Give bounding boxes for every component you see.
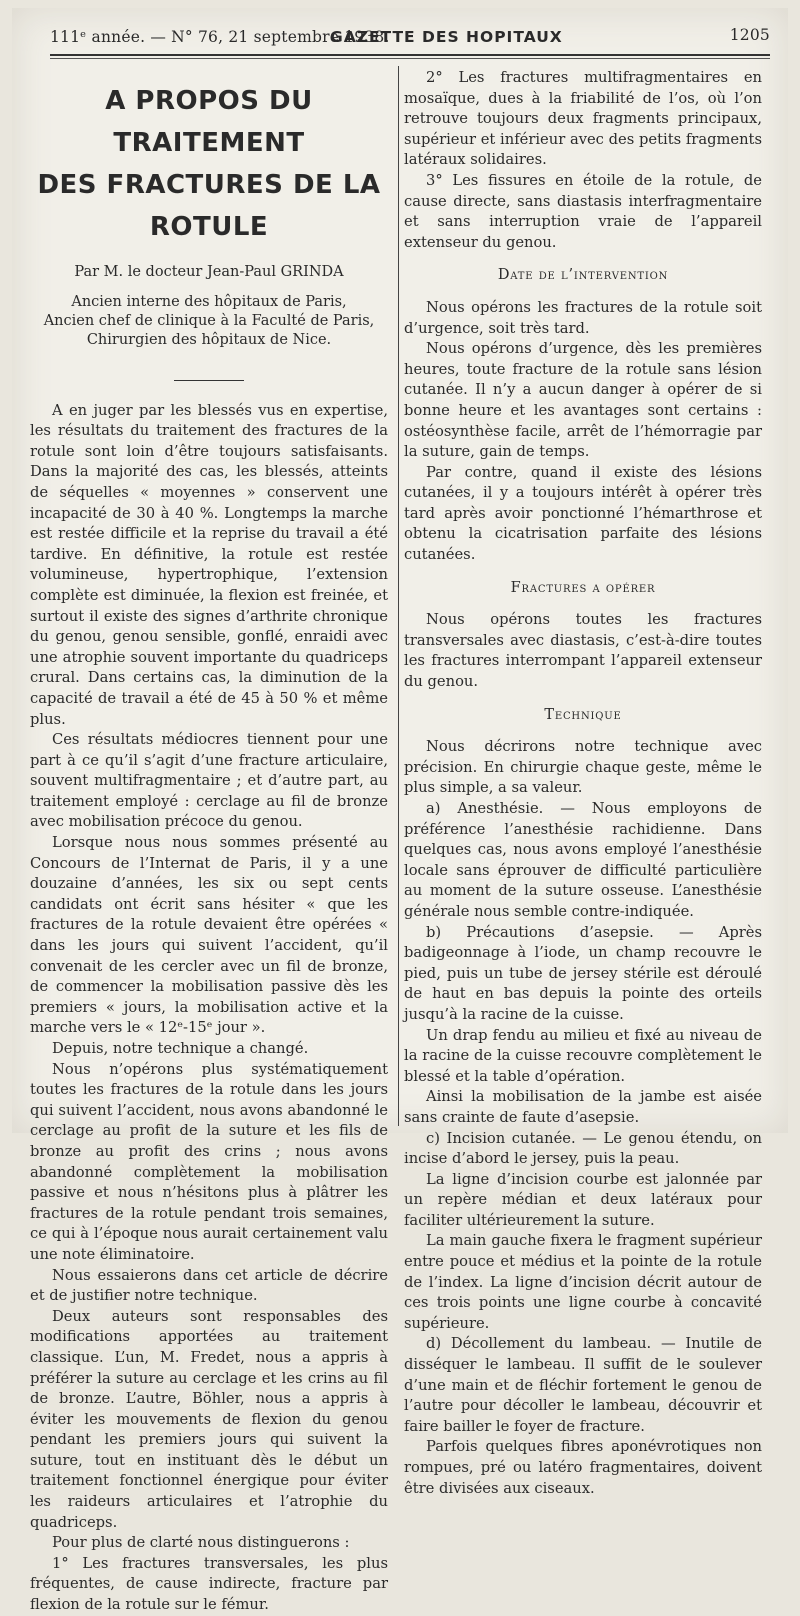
header-rule — [50, 54, 770, 56]
affiliation-line: Ancien interne des hôpitaux de Paris, — [71, 293, 347, 310]
paragraph: a) Anesthésie. — Nous employons de préférence l’anesthésie rachidienne. Dans quelques cas, nous avons employé l’anesthésie locale sans éprouver de difficulté particulière au moment de la suture osseuse. L’anesthésie générale nous semble contre-indiquée. — [404, 800, 762, 920]
paragraph: 1° Les fractures transversales, les plus fréquentes, de cause indirecte, fracture par flexion de la rotule sur le fémur. — [30, 1554, 388, 1614]
paragraph: Nous opérons toutes les fractures transversales avec diastasis, c’est-à-dire toutes les fractures interrompant l’appareil extenseur du genou. — [404, 611, 762, 691]
page-number: 1205 — [729, 26, 770, 44]
paragraph: Ainsi la mobilisation de la jambe est aisée sans crainte de faute d’asepsie. — [404, 1088, 762, 1126]
header-rule-thin — [50, 58, 770, 59]
paragraph: A en juger par les blessés vus en expertise, les résultats du traitement des fractures de la rotule sont loin d’être toujours satisfaisants. Dans la majorité des cas, les blessés, atteints de séquelles « moyennes » conservent une incapacité de 30 à 40 %. Longtemps la marche est restée difficile et la reprise du travail a été tardive. En définitive, la rotule est restée volumineuse, hypertrophique, l’extension complète est diminuée, la flexion est freinée, et surtout il existe des signes d’arthrite chronique du genou, genou sensible, gonflé, enraidi avec une atrophie souvent importante du quadriceps crural. Dans certains cas, la diminution de la capacité de travail a été de 45 à 50 % et même plus. — [30, 401, 388, 728]
paragraph: Nous opérons d’urgence, dès les premières heures, toute fracture de la rotule sans lésion cutanée. Il n’y a aucun danger à opérer de si bonne heure et les avantages sont certains : ostéosynthèse facile, arrêt de l’hémorragie par la suture, gain de temps. — [404, 340, 762, 461]
right-body-text — [404, 68, 762, 1499]
paragraph: Depuis, notre technique a changé. — [52, 1040, 309, 1057]
column-divider — [398, 66, 399, 1126]
paragraph: Ces résultats médiocres tiennent pour une part à ce qu’il s’agit d’une fracture articulaire, souvent multifragmentaire ; et d’autre part, au traitement employé : cerclage au fil de bronze avec mobilisation précoce du genou. — [30, 731, 388, 831]
paragraph: La main gauche fixera le fragment supérieur entre pouce et médius et la pointe de la rotule de l’index. La ligne d’incision décrit autour de ces trois points une ligne courbe à concavité supérieure. — [404, 1232, 762, 1332]
left-column — [30, 80, 388, 1616]
affiliation-line: Ancien chef de clinique à la Faculté de Paris, — [43, 312, 375, 329]
paragraph: Nous essaierons dans cet article de décrire et de justifier notre technique. — [30, 1266, 388, 1305]
paragraph: Un drap fendu au milieu et fixé au niveau de la racine de la cuisse recouvre complètement le blessé et la table d’opération. — [404, 1026, 762, 1085]
paragraph: b) Précautions d’asepsie. — Après badigeonnage à l’iode, un champ recouvre le pied, puis un tube de jersey stérile est déroulé de haut en bas depuis la pointe des orteils jusqu’à la racine de la cuisse. — [404, 923, 762, 1023]
article-author: Par M. le docteur Jean-Paul GRINDA — [74, 264, 344, 280]
article-title-line-1: A PROPOS DU TRAITEMENT — [105, 86, 313, 158]
paragraph: Lorsque nous nous sommes présenté au Concours de l’Internat de Paris, il y a une douzaine d’années, les six ou sept cents candidats ont écrit sans hésiter « que les fractures de la rotule devaient être opérées « dans les jours qui suivent l’accident, qu’il convenait de les cercler avec un fil de bronze, de commencer la mobilisation passive dès les premiers « jours, la mobilisation active et la marche vers le « 12ᵉ-15ᵉ jour ». — [30, 834, 388, 1037]
paragraph: Deux auteurs sont responsables des modifications apportées au traitement classique. L’un, M. Fredet, nous a appris à préférer la suture au cerclage et les crins au fil de bronze. L’autre, Böhler, nous a appris à éviter les mouvements de flexion du genou pendant les premiers jours qui suivent la suture, tout en instituant dès le début un traitement fonctionnel énergique pour éviter les raideurs articulaires et l’atrophie du quadriceps. — [30, 1307, 388, 1531]
paragraph: Pour plus de clarté nous distinguerons : — [52, 1534, 350, 1552]
paragraph: d) Décollement du lambeau. — Inutile de disséquer le lambeau. Il suffit de le soulever d’une main et de fléchir fortement le genou de l’autre pour décoller le lambeau, découvrir et faire bailler le foyer de fracture. — [404, 1335, 762, 1435]
paragraph: 3° Les fissures en étoile de la rotule, de cause directe, sans diastasis interfragmentaire et sans interruption vraie de l’appareil extenseur du genou. — [404, 171, 762, 251]
paragraph: Parfois quelques fibres aponévrotiques non rompues, pré ou latéro fragmentaires, doivent être divisées aux ciseaux. — [404, 1438, 762, 1497]
paragraph: c) Incision cutanée. — Le genou étendu, on incise d’abord le jersey, puis la peau. — [404, 1129, 762, 1168]
affiliation-line: Chirurgien des hôpitaux de Nice. — [86, 331, 332, 348]
journal-name: GAZETTE DES HOPITAUX — [330, 28, 563, 46]
paragraph: La ligne d’incision courbe est jalonnée par un repère médian et deux latéraux pour faciliter ultérieurement la suture. — [404, 1170, 762, 1229]
paragraph: 2° Les fractures multifragmentaires en mosaïque, dues à la friabilité de l’os, où l’on retrouve toujours deux fragments principaux, supérieur et inférieur avec des petits fragments latéraux solidaires. — [404, 69, 762, 169]
issue-info: 111ᵉ année. — N° 76, 21 septembre 1938. — [50, 28, 390, 46]
section-heading: Technique — [544, 706, 622, 723]
paragraph: Par contre, quand il existe des lésions cutanées, il y a toujours intérêt à opérer très tard après avoir ponctionné l’hémarthrose et obtenu la cicatrisation parfaite des lésions cutanées. — [404, 463, 762, 564]
author-affiliation — [30, 293, 388, 350]
left-body-text — [30, 401, 388, 1616]
section-heading: Fractures a opérer — [510, 579, 656, 596]
paragraph: Nous n’opérons plus systématiquement toutes les fractures de la rotule dans les jours qui suivent l’accident, nous avons abandonné le cerclage au profit de la suture et les fils de bronze au profit des crins ; nous avons abandonné complètement la mobilisation passive et nous n’hésitons plus à plâtrer les fractures de la rotule pendant trois semaines, ce qui à l’époque nous aurait certainement valu une note éliminatoire. — [30, 1060, 388, 1263]
article-title-line-2: DES FRACTURES DE LA ROTULE — [37, 170, 381, 242]
right-column — [404, 68, 762, 1499]
paragraph: Nous opérons les fractures de la rotule soit d’urgence, soit très tard. — [404, 298, 762, 337]
title-separator — [174, 380, 244, 381]
paragraph: Nous décrirons notre technique avec précision. En chirurgie chaque geste, même le plus simple, a sa valeur. — [404, 738, 762, 797]
section-heading: Date de l’intervention — [497, 267, 669, 284]
article-title — [30, 80, 388, 248]
running-header — [50, 20, 770, 50]
